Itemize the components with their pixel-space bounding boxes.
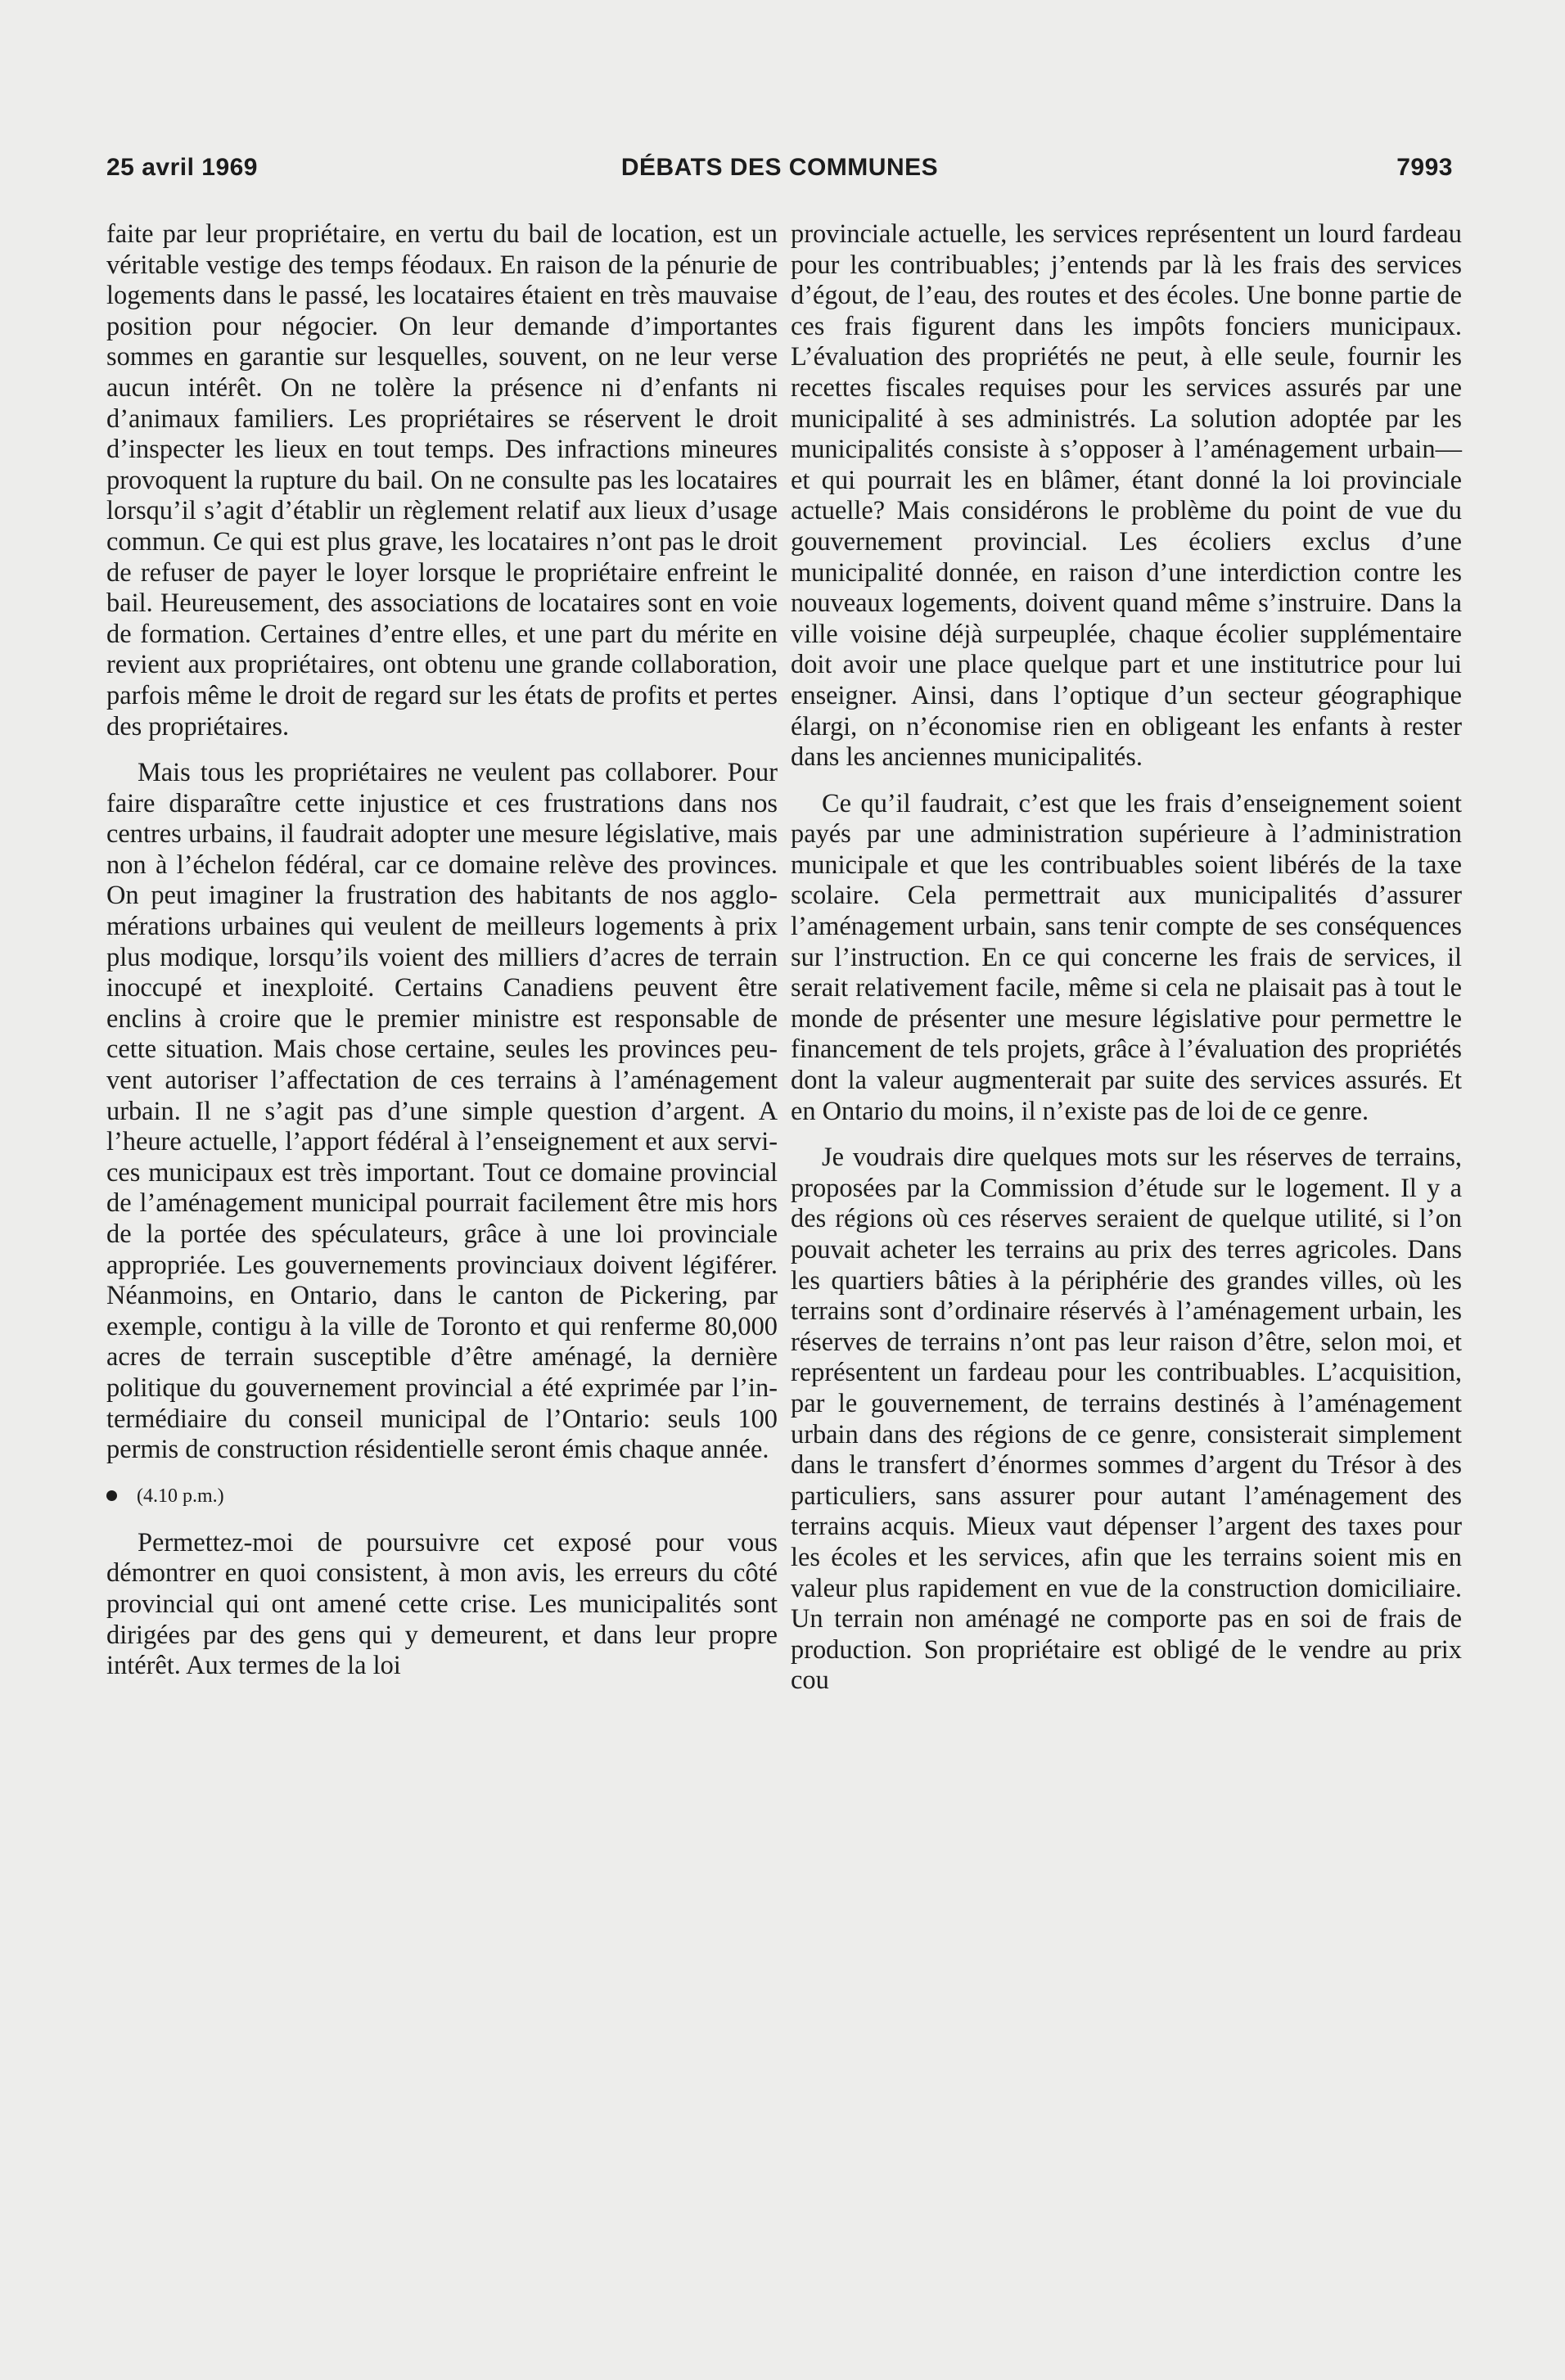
right-paragraph-3: Je voudrais dire quelques mots sur les réserves de terrains, proposées par la Commission d’étude sur le logement. Il y a des régions où ces réserves seraient de quelque utilité, si l’on pouvait acheter les terrains au prix des terres agricoles. Dans les quartiers bâties à la périphérie des grandes villes, où les terrains sont d’ordinaire réservés à l’aménagement urbain, les réserves de terrains n’ont pas leur raison d’être, selon moi, et représentent un fardeau pour les contribuables. L’acquisition, par le gouvernement, de terrains destinés à l’aménagement urbain dans des régions de ce genre, consisterait simplement dans le transfert d’énormes sommes d’argent du Trésor à des particuliers, sans assurer pour autant l’aménagement des terrains acquis. Mieux vaut dépenser l’argent des taxes pour les écoles et les services, afin que les terrains soient mis en valeur plus rapidement en vue de la construction domiciliaire. Un terrain non aménagé ne comporte pas en soi de frais de production. Son propriétaire est obligé de le vendre au prix cou (791, 1143, 1462, 1696)
timestamp-text: (4.10 p.m.) (137, 1485, 224, 1507)
page-header (106, 154, 1453, 195)
right-paragraph-2: Ce qu’il faudrait, c’est que les frais d’enseignement soient payés par une administration supérieure à l’administration municipale et que les contribuables soient libérés de la taxe scolaire. Cela permettrait aux municipalités d’assurer l’aménagement urbain, sans tenir compte de ses conséquences sur l’instruction. En ce qui concerne les frais de services, il serait relativement facile, même si cela ne plaisait pas à tout le monde de présenter une mesure législative pour permettre le financement de tels projets, grâce à l’évaluation des propriétés dont la valeur augmenterait par suite des services assurés. Et en Ontario du moins, il n’existe pas de loi de ce genre. (791, 788, 1462, 1126)
timestamp-line (106, 1484, 778, 1508)
right-column (791, 219, 1462, 1697)
header-page-number: 7993 (1396, 154, 1453, 181)
left-column (106, 219, 778, 1682)
left-paragraph-3: Permettez-moi de poursuivre cet exposé pour vous démontrer en quoi consistent, à mon avis, les erreurs du côté provincial qui ont amené cette crise. Les municipalités sont dirigées par des gens qui y demeurent, et dans leur propre intérêt. Aux termes de la loi (106, 1527, 778, 1681)
header-date: 25 avril 1969 (106, 154, 258, 181)
left-paragraph-1: faite par leur propriétaire, en vertu du bail de location, est un véritable vestige des temps féodaux. En raison de la pénurie de logements dans le passé, les locataires étaient en très mauvaise position pour négocier. On leur demande d’importantes sommes en garantie sur lesquelles, souvent, on ne leur verse aucun intérêt. On ne tolère la présence ni d’enfants ni d’animaux familiers. Les propriétaires se réservent le droit d’inspecter les lieux en tout temps. Des infractions mineures provoquent la rupture du bail. On ne consulte pas les locataires lorsqu’il s’agit d’établir un règlement relatif aux lieux d’usage commun. Ce qui est plus grave, les locataires n’ont pas le droit de refuser de payer le loyer lorsque le propriétaire enfreint le bail. Heureusement, des associations de locataires sont en voie de formation. Certaines d’entre elles, et une part du mérite en revient aux propriétaires, ont obtenu une grande collaboration, parfois même le droit de regard sur les états de profits et pertes des propriétaires. (106, 219, 778, 741)
header-title: DÉBATS DES COMMUNES (620, 154, 939, 181)
left-paragraph-2: Mais tous les propriétaires ne veulent pas collaborer. Pour faire disparaître cette injustice et ces frustrations dans nos centres urbains, il faudrait adopter une mesure législative, mais non à l’échelon fédéral, car ce domaine relève des provinces. On peut imaginer la frustration des habitants de nos agglomérations urbaines qui veulent de meilleurs logements à prix plus modique, lorsqu’ils voient des milliers d’acres de terrain inoccupé et inexploité. Certains Canadiens peuvent être enclins à croire que le premier ministre est responsable de cette situation. Mais chose certaine, seules les provinces peuvent autoriser l’affectation de ces terrains à l’aménagement urbain. Il ne s’agit pas d’une simple question d’argent. A l’heure actuelle, l’apport fédéral à l’enseignement et aux services municipaux est très important. Tout ce domaine provincial de l’aménagement municipal pourrait facilement être mis hors de la portée des spéculateurs, grâce à une loi provinciale appropriée. Les gouvernements provinciaux doivent légiférer. Néanmoins, en Ontario, dans le canton de Pickering, par exemple, contigu à la ville de Toronto et qui renferme 80,000 acres de terrain susceptible d’être aménagé, la dernière politique du gouvernement provincial a été exprimée par l’intermédiaire du conseil municipal de l’Ontario: seuls 100 permis de construction résidentielle seront émis chaque année. (106, 758, 778, 1465)
bullet-icon (106, 1490, 117, 1501)
right-paragraph-1: provinciale actuelle, les services représentent un lourd fardeau pour les contribuables; j’entends par là les frais des services d’égout, de l’eau, des routes et des écoles. Une bonne partie de ces frais figurent dans les impôts fonciers municipaux. L’évaluation des propriétés ne peut, à elle seule, fournir les recettes fiscales requises pour les services assurés par une municipalité à ses administrés. La solution adoptée par les municipalités consiste à s’opposer à l’aménagement urbain—et qui pourrait les en blâmer, étant donné la loi provinciale actuelle? Mais considérons le problème du point de vue du gouvernement provincial. Les écoliers exclus d’une municipalité donnée, en raison d’une interdiction contre les nouveaux logements, doivent quand même s’instruire. Dans la ville voisine déjà surpeuplée, chaque écolier supplémentaire doit avoir une place quelque part et une institutrice pour lui enseigner. Ainsi, dans l’optique d’un secteur géographique élargi, on n’économise rien en obligeant les enfants à rester dans les anciennes municipalités. (791, 219, 1462, 773)
